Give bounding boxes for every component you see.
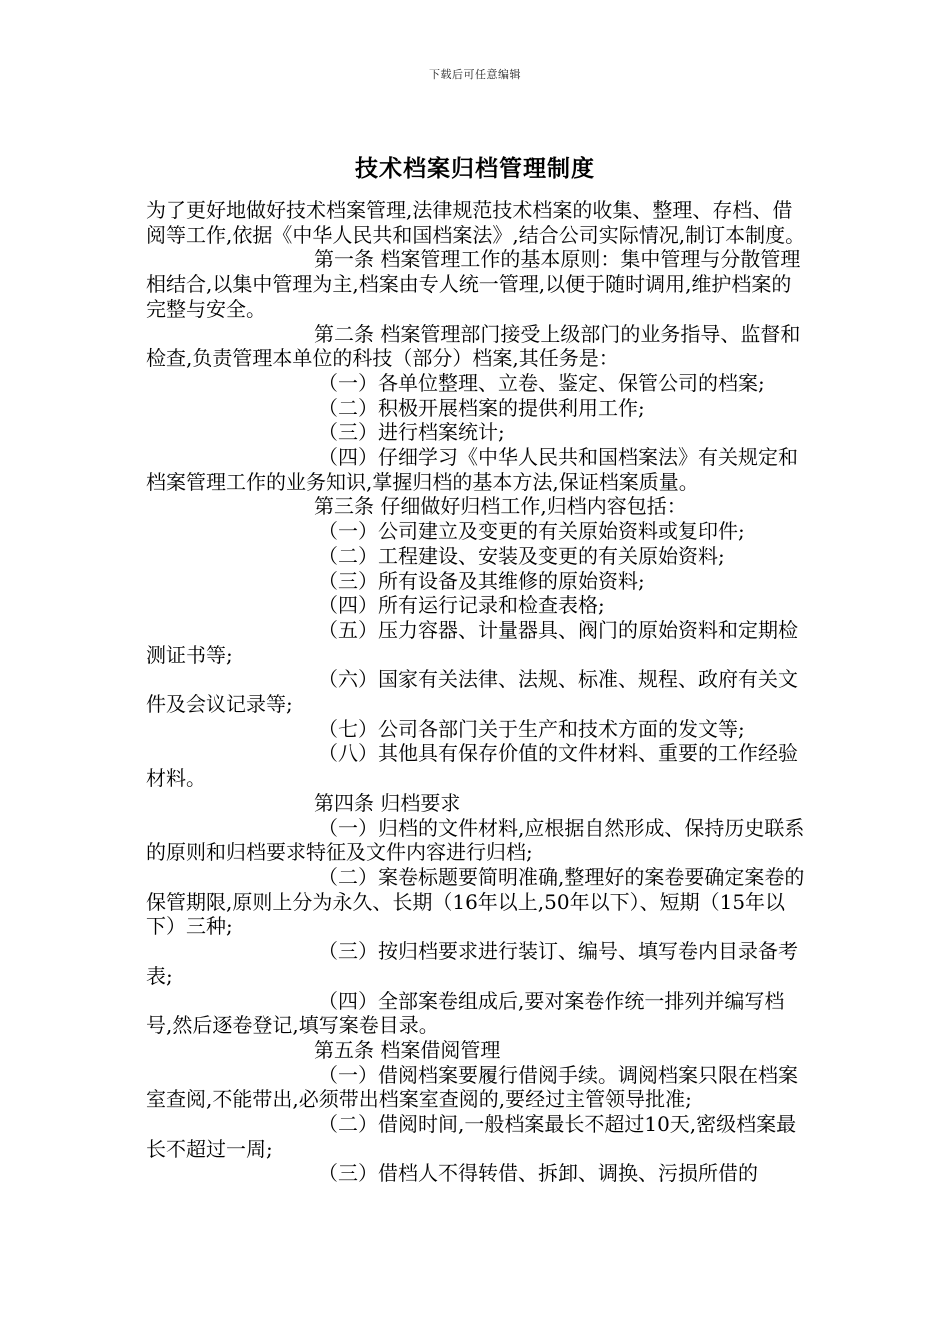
- article-2-item-4: （四）仔细学习《中华人民共和国档案法》有关规定和档案管理工作的业务知识,掌握归档的基本方法,保证档案质量。: [146, 445, 798, 494]
- document-body: [146, 198, 810, 1186]
- article-3-item-4: （四）所有运行记录和检查表格;: [318, 593, 605, 618]
- article-2-item-3: （三）进行档案统计;: [318, 420, 505, 445]
- article-2-item-2: （二）积极开展档案的提供利用工作;: [318, 395, 645, 420]
- article-4-item-3: （三）按归档要求进行装订、编号、填写卷内目录备考表;: [146, 939, 798, 988]
- article-3-item-8: （八）其他具有保存价值的文件材料、重要的工作经验材料。: [146, 741, 798, 791]
- article-2-item-1: （一）各单位整理、立卷、鉴定、保管公司的档案;: [318, 370, 765, 395]
- article-3: 第三条 仔细做好归档工作,归档内容包括：: [314, 494, 687, 519]
- article-4-item-4: （四）全部案卷组成后,要对案卷作统一排列并编写档号,然后逐卷登记,填写案卷目录。: [146, 988, 785, 1038]
- article-5: 第五条 档案借阅管理: [314, 1037, 501, 1062]
- article-5-item-2: （二）借阅时间,一般档案最长不超过10天,密级档案最长不超过一周;: [146, 1112, 797, 1161]
- intro-paragraph: 为了更好地做好技术档案管理,法律规范技术档案的收集、整理、存档、借阅等工作,依据《中华人民共和国档案法》,结合公司实际情况,制订本制度。: [146, 198, 806, 247]
- article-5-item-3: （三）借档人不得转借、拆卸、调换、污损所借的: [318, 1161, 758, 1186]
- page-header-note: 下载后可任意编辑: [429, 68, 521, 81]
- article-3-item-6: （六）国家有关法律、法规、标准、规程、政府有关文件及会议记录等;: [146, 667, 798, 717]
- article-4-item-2: （二）案卷标题要简明准确,整理好的案卷要确定案卷的保管期限,原则上分为永久、长期（16年以上,50年以下）、短期（15年以下）三种;: [146, 864, 805, 939]
- article-3-item-3: （三）所有设备及其维修的原始资料;: [318, 568, 645, 593]
- document-title: 技术档案归档管理制度: [355, 156, 595, 182]
- article-4: 第四条 归档要求: [314, 790, 461, 815]
- article-3-item-1: （一）公司建立及变更的有关原始资料或复印件;: [318, 519, 745, 544]
- article-1: 第一条 档案管理工作的基本原则：集中管理与分散管理相结合,以集中管理为主,档案由专人统一管理,以便于随时调用,维护档案的完整与安全。: [146, 247, 801, 321]
- article-4-item-1: （一）归档的文件材料,应根据自然形成、保持历史联系的原则和归档要求特征及文件内容进行归档;: [146, 815, 805, 865]
- article-2: 第二条 档案管理部门接受上级部门的业务指导、监督和检查,负责管理本单位的科技（部分）档案,其任务是：: [146, 321, 801, 371]
- article-5-item-1: （一）借阅档案要履行借阅手续。调阅档案只限在档案室查阅,不能带出,必须带出档案室查阅的,要经过主管领导批准;: [146, 1062, 798, 1112]
- article-3-item-5: （五）压力容器、计量器具、阀门的原始资料和定期检测证书等;: [146, 617, 798, 667]
- article-3-item-2: （二）工程建设、安装及变更的有关原始资料;: [318, 543, 725, 568]
- article-3-item-7: （七）公司各部门关于生产和技术方面的发文等;: [318, 716, 745, 741]
